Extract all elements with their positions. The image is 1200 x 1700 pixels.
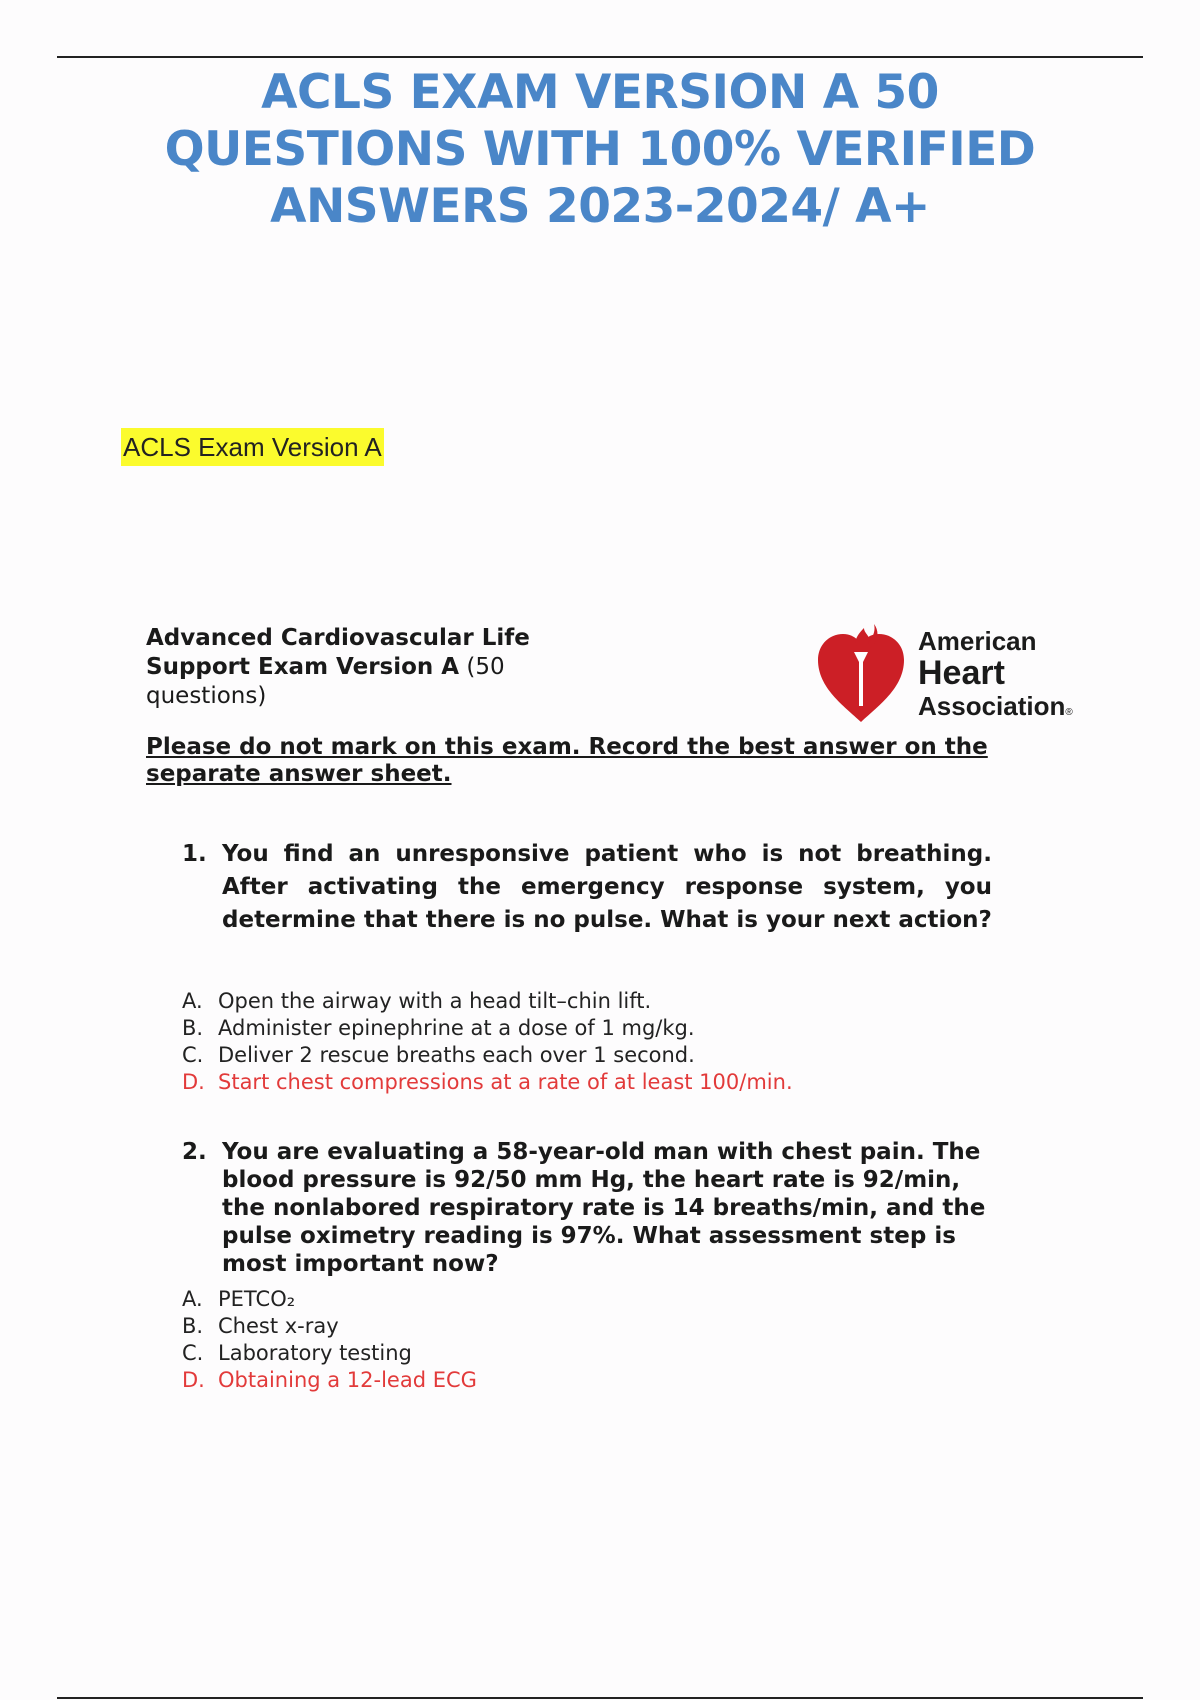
option-key: D. (182, 1368, 205, 1392)
intro-normal: (50 questions) (146, 654, 505, 709)
option-key: B. (182, 1016, 204, 1040)
option-text: Laboratory testing (218, 1341, 412, 1365)
exam-intro (146, 624, 616, 711)
option-text: PETCO₂ (218, 1287, 296, 1311)
option-text: Deliver 2 rescue breaths each over 1 second. (218, 1043, 695, 1067)
bottom-rule (57, 1697, 1143, 1699)
question-text: You are evaluating a 58-year-old man with chest pain. The blood pressure is 92/50 mm Hg, the heart rate is 92/min, the nonlabored respiratory rate is 14 breaths/min, and the pulse oximetry reading is 97%. What assessment step is most important now? (222, 1139, 986, 1277)
document-title (80, 64, 1120, 235)
title-line: QUESTIONS WITH 100% VERIFIED (164, 122, 1036, 177)
option-text: Administer epinephrine at a dose of 1 mg/kg. (218, 1016, 695, 1040)
option-key: C. (182, 1043, 204, 1067)
option-key: A. (182, 1287, 203, 1311)
answer-option (182, 1015, 1042, 1042)
logo-association-text: Association (918, 691, 1066, 721)
question-2 (182, 1138, 992, 1278)
title-line: ANSWERS 2023-2024/ A+ (270, 179, 930, 234)
aha-wordmark (918, 628, 1073, 719)
logo-line-american: American (918, 626, 1037, 656)
answer-option-correct (182, 1367, 1042, 1394)
answer-option (182, 988, 1042, 1015)
title-line: ACLS EXAM VERSION A 50 (261, 65, 939, 120)
question-1 (182, 838, 992, 937)
logo-line-association (918, 693, 1073, 719)
intro-bold: Advanced Cardiovascular Life Support Exam Version A (146, 625, 530, 680)
registered-mark: ® (1065, 707, 1073, 718)
answer-option (182, 1340, 1042, 1367)
answer-option (182, 1042, 1042, 1069)
option-text: Obtaining a 12-lead ECG (218, 1368, 477, 1392)
answer-options-2 (182, 1286, 1042, 1394)
option-text: Open the airway with a head tilt–chin lift. (218, 989, 652, 1013)
option-key: D. (182, 1070, 205, 1094)
highlighted-label: ACLS Exam Version A (121, 428, 384, 466)
logo-line-heart: Heart (918, 654, 1005, 692)
answer-options-1 (182, 988, 1042, 1096)
option-key: B. (182, 1314, 204, 1338)
question-number: 2. (182, 1139, 207, 1165)
option-key: A. (182, 989, 203, 1013)
answer-option (182, 1286, 1042, 1313)
option-key: C. (182, 1341, 204, 1365)
heart-torch-icon (814, 614, 908, 726)
answer-option (182, 1313, 1042, 1340)
question-number: 1. (182, 841, 207, 867)
exam-instructions: Please do not mark on this exam. Record the best answer on the separate answer sheet. (146, 734, 988, 787)
aha-logo (814, 614, 1094, 726)
top-rule (57, 56, 1143, 58)
answer-option-correct (182, 1069, 1042, 1096)
question-text: You find an unresponsive patient who is not breathing. After activating the emergency response system, you determine that there is no pulse. What is your next action? (222, 841, 992, 933)
option-text: Start chest compressions at a rate of at least 100/min. (218, 1070, 793, 1094)
option-text: Chest x-ray (218, 1314, 339, 1338)
